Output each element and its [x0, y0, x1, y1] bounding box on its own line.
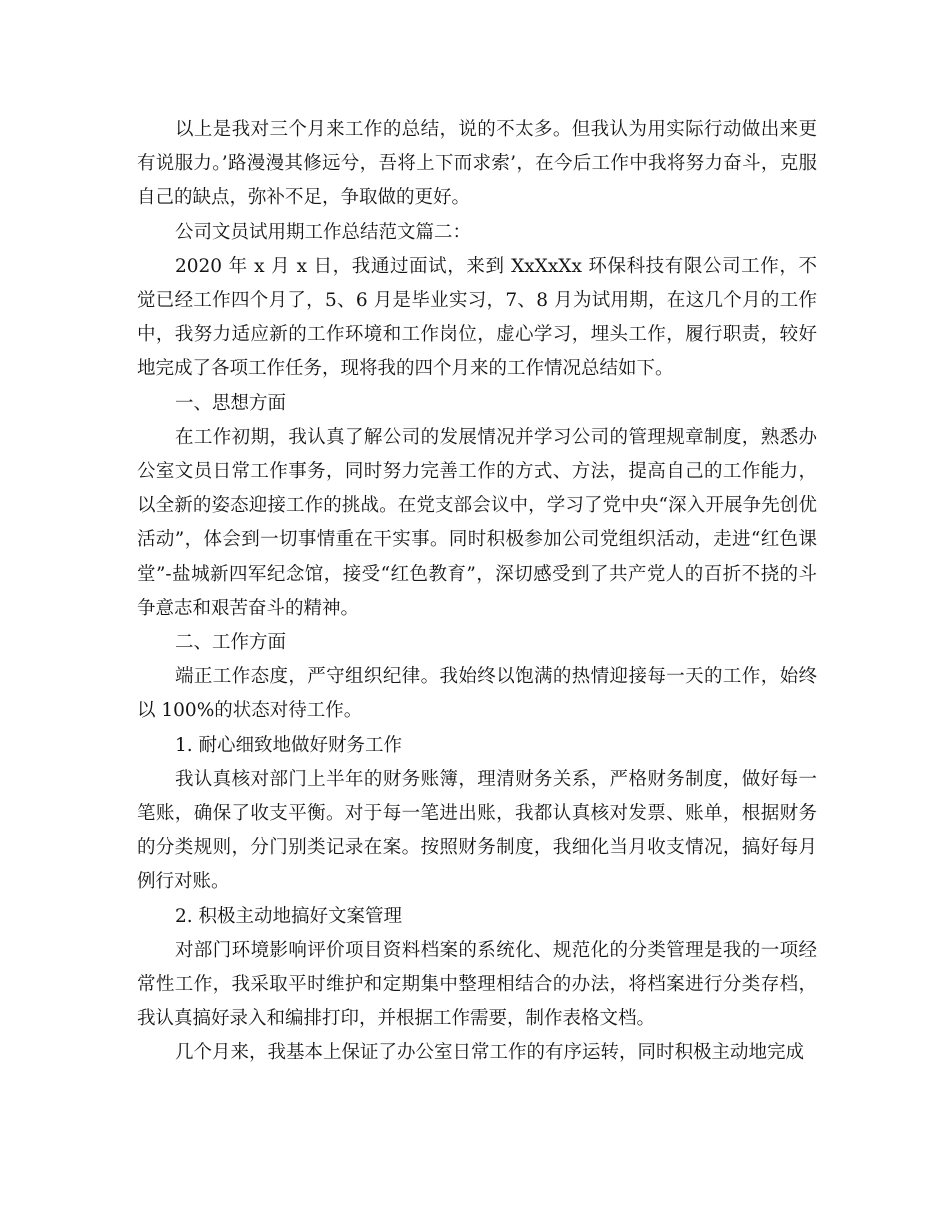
heading-finance-work: 1. 耐心细致地做好财务工作 — [175, 734, 403, 756]
document-body — [137, 113, 817, 1071]
paragraph-thought-aspect: 在工作初期，我认真了解公司的发展情况并学习公司的管理规章制度，熟悉办公室文员日常工作事务，同时努力完善工作的方式、方法，提高自己的工作能力，以全新的姿态迎接工作的挑战。在党支部会议中，学习了党中央“深入开展争先创优活动”，体会到一切事情重在干实事。同时积极参加公司党组织活动，走进“红色课堂”-盐城新四军纪念馆，接受“红色教育”，深切感受到了共产党人的百折不挠的斗争意志和艰苦奋斗的精神。 — [137, 426, 817, 619]
paragraph-document-management: 对部门环境影响评价项目资料档案的系统化、规范化的分类管理是我的一项经常性工作，我采取平时维护和定期集中整理相结合的办法，将档案进行分类存档，我认真搞好录入和编排打印，并根据工作需要，制作表格文档。 — [137, 939, 817, 1030]
heading-document-management: 2. 积极主动地搞好文案管理 — [175, 905, 403, 927]
paragraph-section-title: 公司文员试用期工作总结范文篇二： — [175, 221, 472, 243]
heading-work-aspect: 二、工作方面 — [175, 632, 287, 654]
paragraph-intro: 2020 年 x 月 x 日，我通过面试，来到 XxXxXx 环保科技有限公司工作，不觉已经工作四个月了，5、6 月是毕业实习，7、8 月为试用期，在这几个月的工作中，我努力适应新的工作环境和工作岗位，虚心学习，埋头工作，履行职责，较好地完成了各项工作任务，现将我的四个月来的工作情况总结如下。 — [137, 255, 817, 380]
paragraph-work-attitude: 端正工作态度，严守组织纪律。我始终以饱满的热情迎接每一天的工作，始终以 100%的状态对待工作。 — [137, 666, 817, 722]
paragraph-conclusion: 几个月来，我基本上保证了办公室日常工作的有序运转，同时积极主动地完成 — [175, 1042, 805, 1064]
paragraph-summary-closing: 以上是我对三个月来工作的总结，说的不太多。但我认为用实际行动做出来更有说服力。’路漫漫其修远兮，吾将上下而求索’，在今后工作中我将努力奋斗，克服自己的缺点，弥补不足，争取做的更好。 — [137, 119, 817, 209]
heading-thought-aspect: 一、思想方面 — [175, 392, 287, 414]
paragraph-finance-work: 我认真核对部门上半年的财务账簿，理清财务关系，严格财务制度，做好每一笔账，确保了收支平衡。对于每一笔进出账，我都认真核对发票、账单，根据财务的分类规则，分门别类记录在案。按照财务制度，我细化当月收支情况，搞好每月例行对账。 — [137, 768, 817, 893]
